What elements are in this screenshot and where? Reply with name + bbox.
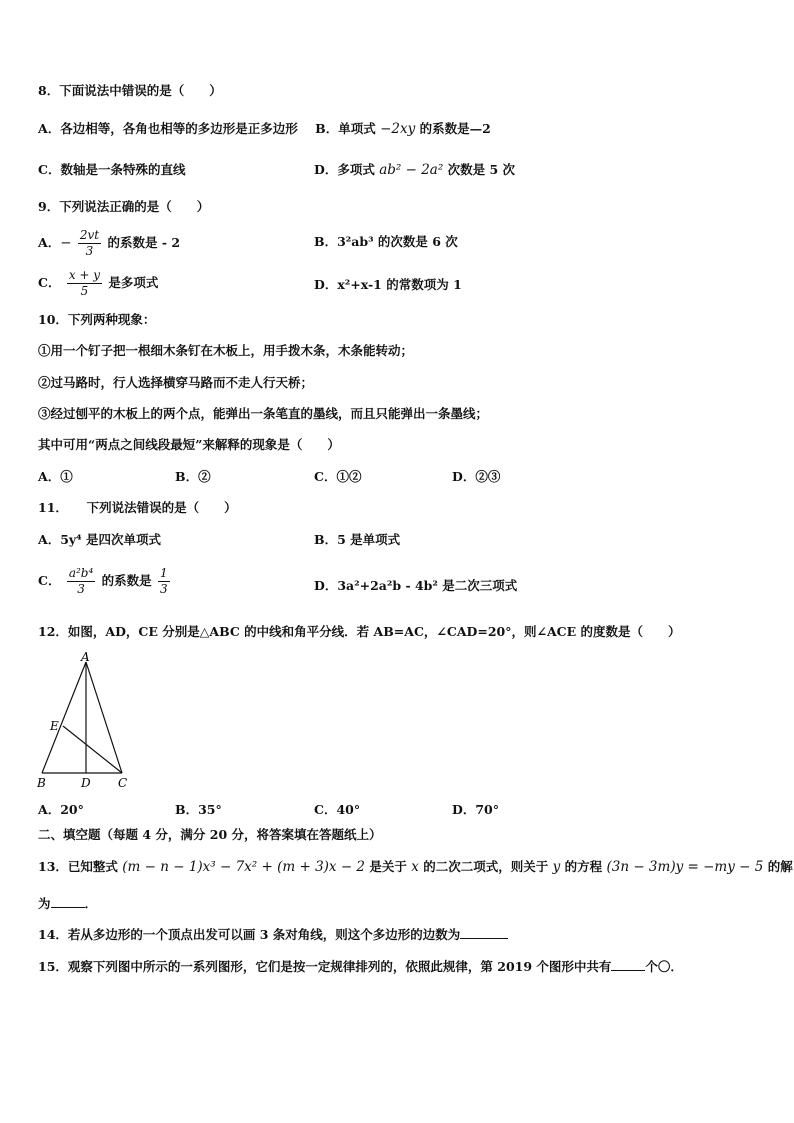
bisector-ce xyxy=(63,726,122,773)
q10-stem: 10．下列两种现象： xyxy=(38,312,156,327)
q11-stem: 11． 下列说法错误的是（ ） xyxy=(38,500,237,515)
q10-phenomenon-1: ①用一个钉子把一根细木条钉在木板上，用手拨木条，木条能转动； xyxy=(38,343,414,358)
q13-answer-blank[interactable] xyxy=(51,897,85,908)
q11-c-fraction: $\frac{\text{a²b⁴}}{3}$ xyxy=(68,566,94,596)
q8-stem: 8．下面说法中错误的是（ ） xyxy=(38,83,222,98)
label-b: B xyxy=(37,776,46,790)
q9-option-d: D．x²+x-1 的常数项为 1 xyxy=(314,277,462,292)
q10-option-b: B．② xyxy=(175,469,211,484)
q8-option-d: D．多项式 ab² − 2a² 次数是 5 次 xyxy=(314,162,516,178)
side-ac xyxy=(86,662,122,773)
q14-text: 14．若从多边形的一个顶点出发可以画 3 条对角线，则这个多边形的边数为 xyxy=(38,926,508,944)
q8-option-c: C．数轴是一条特殊的直线 xyxy=(38,162,186,177)
q8-d-expression: ab² − 2a² xyxy=(379,162,444,178)
side-ab xyxy=(42,662,86,773)
q9-option-c: C． $\frac{x + y}{5}$ 是多项式 xyxy=(38,268,159,298)
q9-a-fraction: $\frac{2vt}{3}$ xyxy=(79,228,100,258)
q13-equation: (3n − 3m)y = −my − 5 xyxy=(606,859,764,875)
label-a: A xyxy=(81,650,90,664)
q9-c-fraction: $\frac{x + y}{5}$ xyxy=(68,268,101,298)
q10-phenomenon-2: ②过马路时，行人选择横穿马路而不走人行天桥； xyxy=(38,375,314,390)
label-e: E xyxy=(50,719,59,733)
q14-answer-blank[interactable] xyxy=(460,928,508,939)
q12-stem: 12．如图，AD，CE 分别是△ABC 的中线和角平分线．若 AB=AC，∠CAD=20°，则∠ACE 的度数是（ ） xyxy=(38,624,681,639)
section-heading: 二、填空题（每题 4 分，满分 20 分，将答案填在答题纸上） xyxy=(38,827,382,842)
q10-question: 其中可用“两点之间线段最短”来解释的现象是（ ） xyxy=(38,437,340,452)
q10-option-c: C．①② xyxy=(314,469,362,484)
q11-option-a: A．5y⁴ 是四次单项式 xyxy=(38,532,161,547)
q10-phenomenon-3: ③经过刨平的木板上的两个点，能弹出一条笔直的墨线，而且只能弹出一条墨线； xyxy=(38,406,489,421)
q15-answer-blank[interactable] xyxy=(611,960,645,971)
q9-option-a: A．− $\frac{2vt}{3}$ 的系数是 - 2 xyxy=(38,228,181,258)
q10-option-a: A．① xyxy=(38,469,73,484)
q9-option-b: B．3²ab³ 的次数是 6 次 xyxy=(314,234,458,249)
label-c: C xyxy=(118,776,128,790)
q15-text: 15．观察下列图中所示的一系列图形，它们是按一定规律排列的，依照此规律，第 2019 个图形中共有 个〇． xyxy=(38,959,683,974)
label-d: D xyxy=(81,776,91,790)
q8-option-a: A．各边相等，各角也相等的多边形是正多边形 B．单项式 −2xy 的系数是—2 xyxy=(38,121,491,137)
q8-b-expression: −2xy xyxy=(380,121,416,137)
q12-option-c: C．40° xyxy=(314,802,361,817)
q11-c-fraction-2: $\frac{1}{3}$ xyxy=(160,566,168,596)
q13-expression: (m − n − 1)x³ − 7x² + (m + 3)x − 2 xyxy=(122,859,366,875)
q11-option-c: C． $\frac{\text{a²b⁴}}{3}$ 的系数是 $\frac{1}{3}$ xyxy=(38,566,168,596)
q10-option-d: D．②③ xyxy=(452,469,501,484)
q11-option-d: D．3a²+2a²b - 4b² 是二次三项式 xyxy=(314,578,518,593)
q12-option-b: B．35° xyxy=(175,802,222,817)
q12-option-d: D．70° xyxy=(452,802,499,817)
triangle-figure xyxy=(30,650,140,792)
q11-option-b: B．5 是单项式 xyxy=(314,532,401,547)
q12-option-a: A．20° xyxy=(38,802,84,817)
q9-stem: 9．下列说法正确的是（ ） xyxy=(38,199,210,214)
q13-line2: 为 ． xyxy=(38,896,98,911)
q13-line1: 13．已知整式 (m − n − 1)x³ − 7x² + (m + 3)x − 2 是关于 x 的二次二项式，则关于 y 的方程 (3n − 3m)y = −my − 5 的解 xyxy=(38,859,793,875)
